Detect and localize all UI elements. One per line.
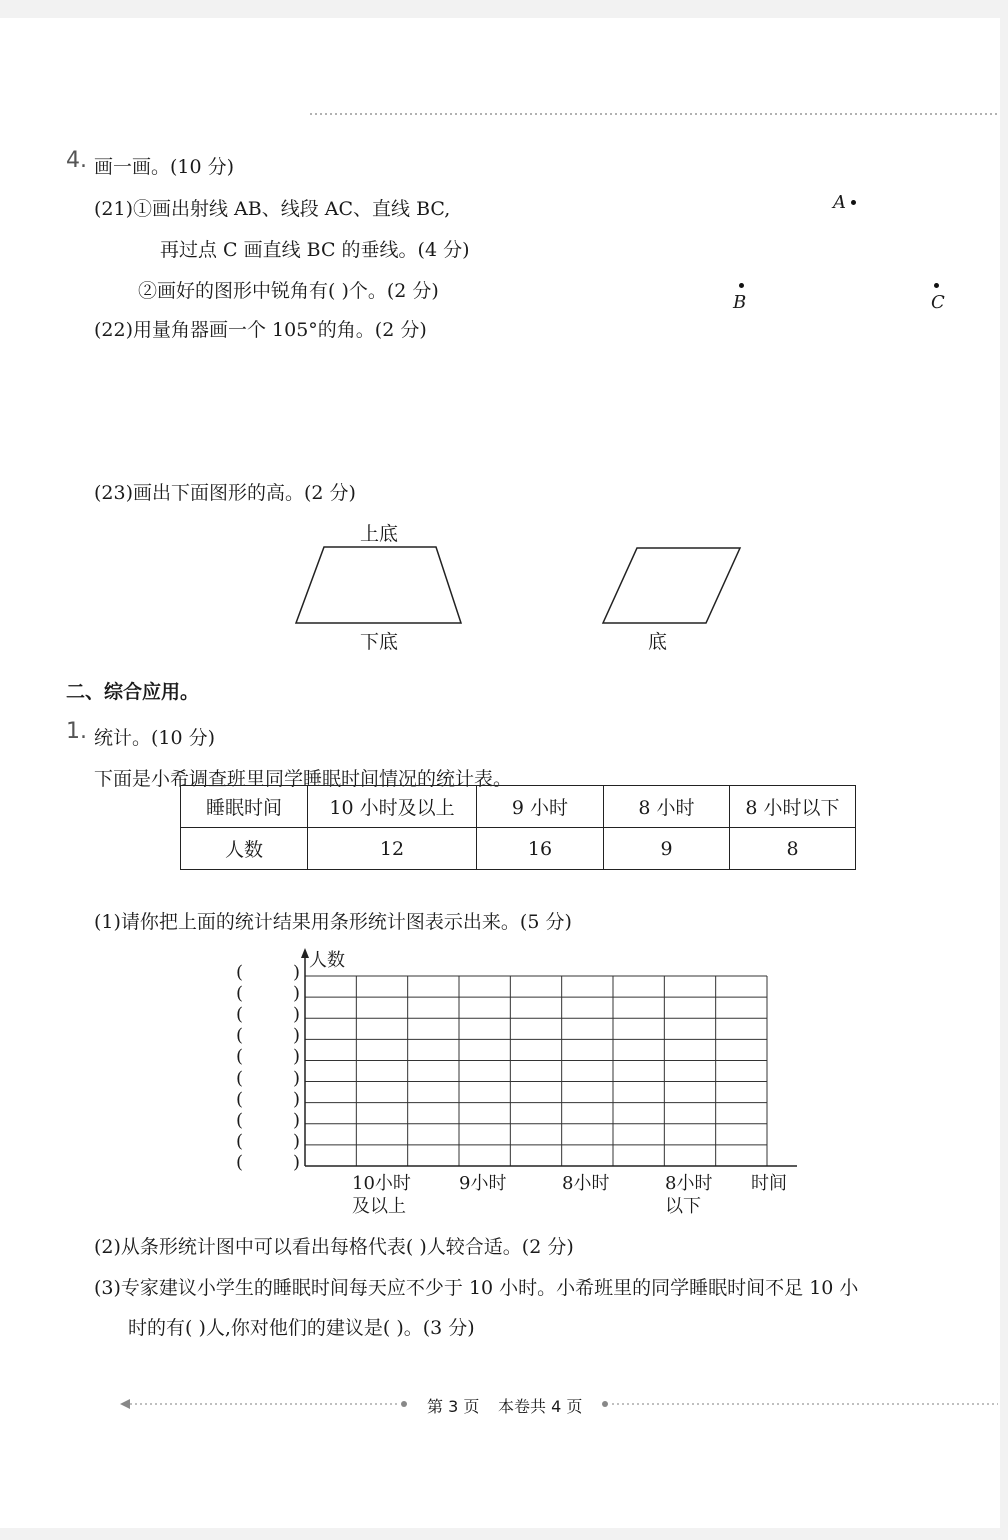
bracket-close: ) (292, 1046, 300, 1068)
footer-left-arrow (120, 1399, 130, 1409)
table-row-label: 人数 (181, 828, 308, 870)
trapezoid-bottom-label: 下底 (360, 631, 399, 653)
bracket-open: ( (236, 1004, 244, 1026)
point-c-label: C (931, 292, 945, 313)
table-header-cell: 睡眠时间 (181, 786, 308, 828)
table-header-cell: 9 小时 (477, 786, 604, 828)
bracket-close: ) (292, 1088, 300, 1110)
table-cell: 16 (477, 828, 604, 870)
footer-page-number: 第 3 页 (427, 1397, 480, 1416)
y-axis-arrow (301, 948, 309, 958)
category-label-4-line2: 以下 (665, 1196, 701, 1217)
bracket-open: ( (236, 983, 244, 1005)
point-b-label: B (733, 292, 747, 313)
chart-x-axis-label: 时间 (751, 1173, 787, 1194)
bracket-close: ) (292, 1067, 300, 1089)
question-21-line1: (21)①画出射线 AB、线段 AC、直线 BC, (94, 198, 451, 220)
section-2-q1-number: 1. (66, 719, 87, 744)
y-axis-blank-bracket (236, 1068, 300, 1089)
parallelogram-bottom-label: 底 (648, 631, 668, 653)
y-axis-blank-bracket (236, 1025, 300, 1046)
y-axis-blank-bracket (236, 962, 300, 983)
sub-question-3-line2: 时的有( )人,你对他们的建议是( )。(3 分) (128, 1317, 475, 1339)
table-header-cell: 10 小时及以上 (308, 786, 477, 828)
bracket-open: ( (236, 1152, 244, 1173)
grid-lines (305, 976, 767, 1166)
bracket-open: ( (236, 1067, 244, 1089)
question-23: (23)画出下面图形的高。(2 分) (94, 482, 356, 504)
category-label-1-line2: 及以上 (352, 1196, 406, 1217)
question-4-title: 画一画。(10 分) (94, 156, 235, 178)
bracket-close: ) (292, 1004, 300, 1026)
bracket-open: ( (236, 1130, 244, 1152)
y-axis-blank-bracket (236, 1152, 300, 1173)
table-cell: 12 (308, 828, 477, 870)
bracket-open: ( (236, 1025, 244, 1047)
trapezoid-top-label: 上底 (360, 523, 399, 545)
statistics-intro: 下面是小希调查班里同学睡眠时间情况的统计表。 (94, 768, 513, 790)
section-2-title: 二、综合应用。 (66, 681, 200, 703)
bracket-close: ) (292, 1109, 300, 1131)
sub-question-2: (2)从条形统计图中可以看出每格代表( )人较合适。(2 分) (94, 1236, 574, 1258)
bracket-open: ( (236, 1088, 244, 1110)
sub-question-3-line1: (3)专家建议小学生的睡眠时间每天应不少于 10 小时。小希班里的同学睡眠时间不足 10 小 (94, 1277, 859, 1299)
question-4-number: 4. (66, 148, 87, 173)
category-label-2: 9小时 (459, 1173, 507, 1194)
bracket-close: ) (292, 1025, 300, 1047)
category-label-1-line1: 10小时 (352, 1173, 411, 1194)
table-header-cell: 8 小时以下 (730, 786, 856, 828)
bracket-close: ) (292, 1130, 300, 1152)
section-2-q1-title: 统计。(10 分) (94, 727, 216, 749)
table-cell: 9 (604, 828, 730, 870)
question-22: (22)用量角器画一个 105°的角。(2 分) (94, 319, 427, 341)
y-axis-blank-bracket (236, 1131, 300, 1152)
y-axis-blank-bracket (236, 1089, 300, 1110)
bracket-open: ( (236, 962, 244, 983)
chart-y-axis-label: 人数 (309, 950, 345, 971)
y-axis-blank-bracket (236, 1004, 300, 1025)
category-label-3: 8小时 (562, 1173, 610, 1194)
table-header-cell: 8 小时 (604, 786, 730, 828)
y-axis-blank-bracket (236, 983, 300, 1004)
question-21-line2: 再过点 C 画直线 BC 的垂线。(4 分) (160, 239, 470, 261)
table-cell: 8 (730, 828, 856, 870)
bracket-close: ) (292, 1152, 300, 1173)
question-21-line3: ②画好的图形中锐角有( )个。(2 分) (138, 280, 439, 302)
y-axis-blank-bracket (236, 1046, 300, 1067)
footer-total-pages: 本卷共 4 页 (498, 1397, 583, 1416)
category-label-4-line1: 8小时 (665, 1173, 713, 1194)
point-a-label: A (833, 192, 846, 213)
bracket-open: ( (236, 1109, 244, 1131)
y-axis-blank-bracket (236, 1110, 300, 1131)
bracket-close: ) (292, 962, 300, 983)
sub-question-1: (1)请你把上面的统计结果用条形统计图表示出来。(5 分) (94, 911, 572, 933)
bracket-close: ) (292, 983, 300, 1005)
bracket-open: ( (236, 1046, 244, 1068)
